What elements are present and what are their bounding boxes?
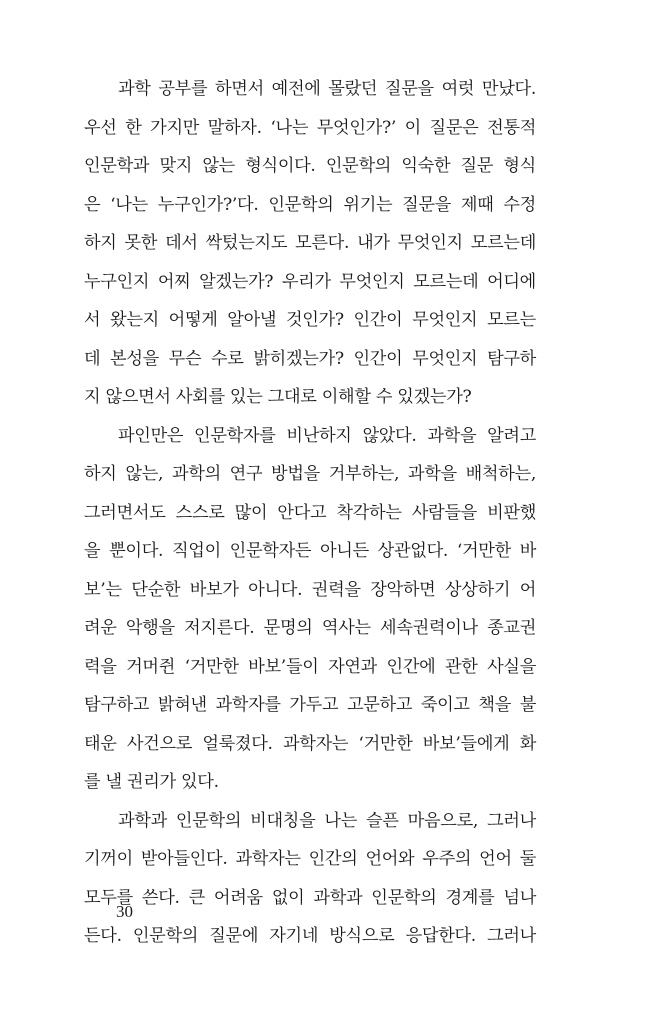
text-line: 누구인지 어찌 알겠는가? 우리가 무엇인지 모르는데 어디에 — [84, 271, 536, 292]
text-line: 보’는 단순한 바보가 아니다. 권력을 장악하면 상상하기 어 — [84, 579, 536, 600]
text-line: 려운 악행을 저지른다. 문명의 역사는 세속권력이나 종교권 — [84, 618, 536, 638]
text-line: 든다. 인문학의 질문에 자기네 방식으로 응답한다. 그러나 — [84, 926, 536, 946]
text-line: 인문학과 맞지 않는 형식이다. 인문학의 익숙한 질문 형식 — [84, 156, 536, 176]
text-line: 탐구하고 밝혀낸 과학자를 가두고 고문하고 죽이고 책을 불 — [84, 695, 536, 715]
text-line: 서 왔는지 어떻게 알아낼 것인가? 인간이 무엇인지 모르는 — [84, 310, 536, 330]
text-line: 우선 한 가지만 말하자. ‘나는 무엇인가?’ 이 질문은 전통적 — [84, 117, 536, 138]
text-line: 과학 공부를 하면서 예전에 몰랐던 질문을 여럿 만났다. — [118, 79, 536, 99]
text-line: 하지 못한 데서 싹텄는지도 모른다. 내가 무엇인지 모르는데 — [84, 233, 536, 253]
text-line: 은 ‘나는 누구인가?’다. 인문학의 위기는 질문을 제때 수정 — [84, 194, 536, 215]
text-line: 모두를 쓴다. 큰 어려움 없이 과학과 인문학의 경계를 넘나 — [84, 887, 536, 908]
text-line: 파인만은 인문학자를 비난하지 않았다. 과학을 알려고 — [118, 425, 536, 446]
text-line: 그러면서도 스스로 많이 안다고 착각하는 사람들을 비판했 — [84, 502, 536, 523]
text-line: 력을 거머쥔 ‘거만한 바보’들이 자연과 인간에 관한 사실을 — [84, 656, 536, 677]
text-line: 을 뿐이다. 직업이 인문학자든 아니든 상관없다. ‘거만한 바 — [84, 541, 536, 561]
body-text — [84, 70, 536, 956]
text-line: 지 않으면서 사회를 있는 그대로 이해할 수 있겠는가? — [84, 387, 472, 407]
text-line: 를 낼 권리가 있다. — [84, 772, 219, 792]
text-line: 태운 사건으로 얼룩졌다. 과학자는 ‘거만한 바보’들에게 화 — [84, 733, 536, 754]
text-line: 데 본성을 무슨 수로 밝히겠는가? 인간이 무엇인지 탐구하 — [84, 348, 536, 369]
page-number: 30 — [116, 902, 133, 921]
text-line: 기꺼이 받아들인다. 과학자는 인간의 언어와 우주의 언어 둘 — [84, 849, 536, 869]
text-line: 과학과 인문학의 비대칭을 나는 슬픈 마음으로, 그러나 — [118, 810, 536, 831]
text-line: 하지 않는, 과학의 연구 방법을 거부하는, 과학을 배척하는, — [84, 464, 536, 484]
